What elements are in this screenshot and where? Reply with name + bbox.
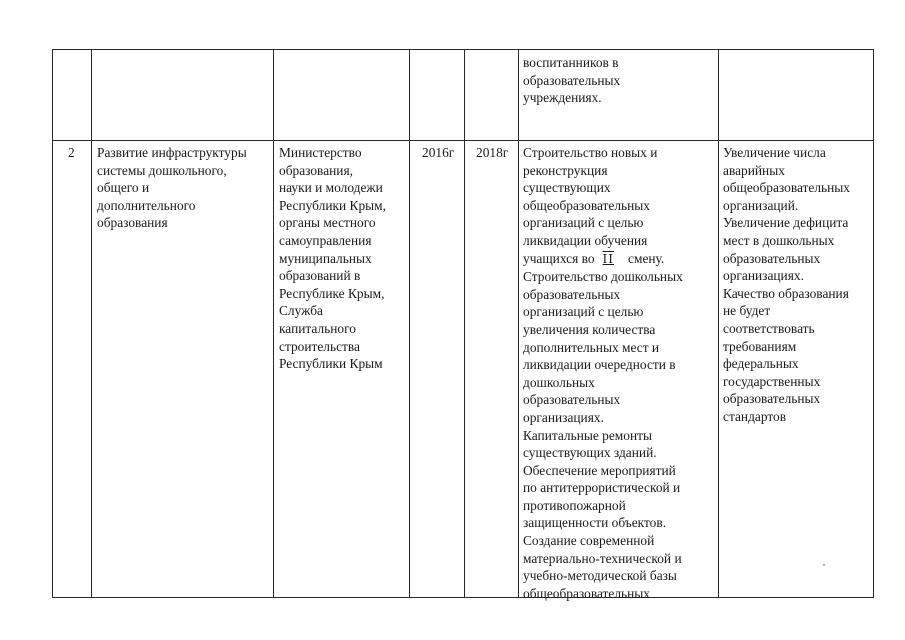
measures-text-part1: Строительство новых и реконструкция существующих общеобразовательных организаций с целью ликвидации обучения учащихся во xyxy=(523,145,658,266)
column-divider xyxy=(518,50,519,597)
continuation-measures-text: воспитанников в образовательных учреждениях. xyxy=(523,55,621,106)
shift-word: смену. xyxy=(628,250,665,266)
column-divider xyxy=(718,50,719,597)
row-divider xyxy=(53,140,873,141)
end-year: 2018г xyxy=(476,145,509,160)
column-divider xyxy=(464,50,465,597)
row-number: 2 xyxy=(68,145,75,160)
task-text: Развитие инфраструктуры системы дошкольного, общего и дополнительного образования xyxy=(97,145,247,231)
document-table xyxy=(52,49,874,601)
scan-speck xyxy=(823,564,825,566)
column-divider xyxy=(273,50,274,597)
consequences-text: Увеличение числа аварийных общеобразовательных организаций. Увеличение дефицита мест в дошкольных образовательных организациях. Качество образования не будет соответствовать требованиям федеральных государственных образовательных стандартов xyxy=(723,145,851,424)
measures-cell xyxy=(523,144,717,602)
responsible-text: Министерство образования, науки и молодежи Республики Крым, органы местного самоуправления муниципальных образований в Республике Крым, Служба капитального строительства Республики Крым xyxy=(279,145,386,372)
start-year: 2016г xyxy=(422,145,455,160)
shift-roman-numeral: II xyxy=(602,251,615,266)
column-divider xyxy=(409,50,410,597)
column-divider xyxy=(91,50,92,597)
measures-text-part2: Строительство дошкольных образовательных организаций с целью увеличения количества дополнительных мест и ликвидации очередности в дошкольных образовательных организациях. Капитальные ремонты существующих зданий. Обеспечение мероприятий по антитеррористической и противопожарной защищенности объектов. Создание современной материально-технической и учебно-методической базы общеобразовательных xyxy=(523,269,683,601)
